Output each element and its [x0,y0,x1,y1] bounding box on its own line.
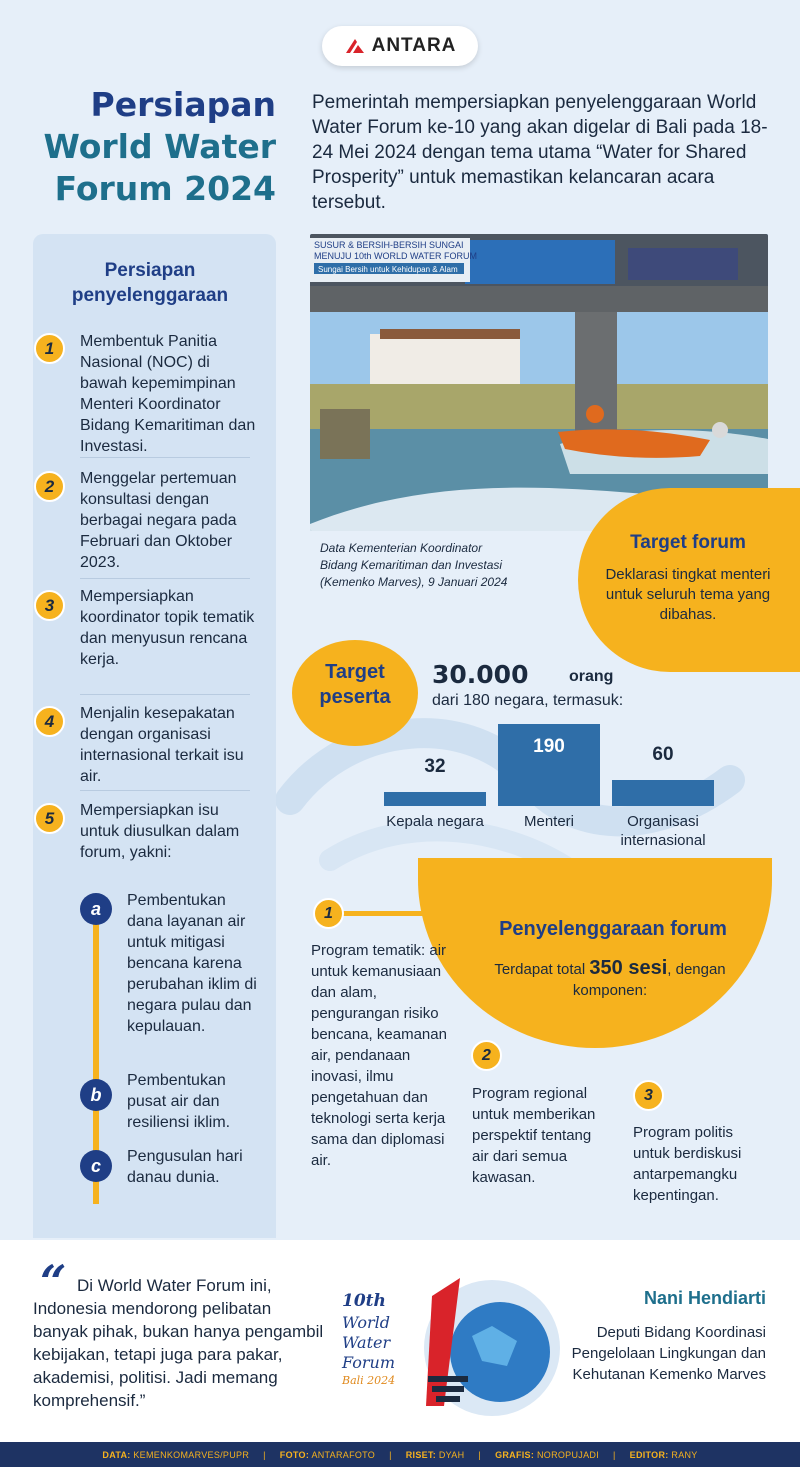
sub-letter-c: c [80,1150,112,1182]
step-text-4: Menjalin kesepakatan dengan organisasi internasional terkait isu air. [80,705,244,785]
speaker-name: Nani Hendiarti [643,1288,766,1308]
target-forum-text: Deklarasi tingkat menteri untuk seluruh tema yang dibahas. [605,566,771,623]
bar-value-1: 190 [533,736,565,757]
program-number-2: 2 [471,1040,502,1071]
intro-text: Pemerintah mempersiapkan penyelenggaraan World Water Forum ke-10 yang akan digelar di Bali pada 18-24 Mei 2024 dengan tema utama “Water for Shared Prosperity” untuk memastikan kelancaran acara tersebut. [312,92,768,213]
title-line-3: Forum 2024 [54,169,276,208]
forum-title: Penyelenggaraan forum [499,918,727,940]
wwf-logo-line-4: Forum [342,1353,395,1372]
credit-separator: | [263,1449,266,1460]
quote-text: Di World Water Forum ini, Indonesia mendorong pelibatan banyak pihak, bukan hanya pengambil kebijakan, tetapi juga para pakar, akademisi, politisi. Jadi memang komprehensif.” [33,1276,324,1410]
bar-value-2: 60 [652,744,674,765]
step-divider [80,457,250,458]
bar-label-0: Kepala negara [386,813,484,830]
credits-bar [0,1442,800,1467]
wwf-logo-line-5: Bali 2024 [342,1374,396,1387]
step-text-5: Mempersiapkan isu untuk diusulkan dalam forum, yakni: [80,802,240,861]
program-text-1: Program tematik: air untuk kemanusiaan dan alam, pengurangan risiko bencana, keamanan air, pendanaan inovasi, ilmu pengetahuan dan teknologi serta kerja sama dan diplomasi air. [311,942,447,1169]
credit-editor: EDITOR: RANY [629,1449,698,1460]
participant-unit: orang [569,668,614,685]
forum-shape [418,858,772,1048]
target-peserta-label: Target peserta [319,661,391,708]
step-number-2: 2 [34,471,65,502]
wwf-logo-line-1: 10th [342,1291,386,1311]
step-number-1: 1 [34,333,65,364]
sub-letter-b: b [80,1079,112,1111]
sub-text-c: Pengusulan hari danau dunia. [127,1148,243,1186]
step-text-1: Membentuk Panitia Nasional (NOC) di bawah kepemimpinan Menteri Koordinator Bidang Kemaritiman dan Investasi. [80,333,256,455]
participant-sub: dari 180 negara, termasuk: [432,692,624,709]
step-number-3: 3 [34,590,65,621]
quote-mark-icon: “ [40,1255,67,1309]
preparation-heading: Persiapan penyelenggaraan [71,260,229,306]
credit-grafis: GRAFIS: NOROPUJADI [495,1449,599,1460]
step-text-2: Menggelar pertemuan konsultasi dengan berbagai negara pada Februari dan Oktober 2023. [80,470,237,571]
step-number-4: 4 [34,706,65,737]
bar-2 [612,780,714,806]
step-divider [80,578,250,579]
river-photo [310,234,768,531]
forum-text-before: Terdapat total [494,961,586,978]
page-title [30,84,276,210]
credit-data: DATA: KEMENKOMARVES/PUPR [102,1449,250,1460]
river-scene [310,234,768,531]
bar-label-1: Menteri [523,813,575,830]
brand-name: ANTARA [371,35,457,56]
credit-separator: | [613,1449,616,1460]
title-line-2: World Water [43,127,276,166]
step-divider [80,694,250,695]
program-number-1: 1 [313,898,344,929]
credit-separator: | [478,1449,482,1460]
sub-letter-a: a [80,893,112,925]
world-water-forum-logo [332,1256,568,1432]
banner-line-2: MENUJU 10th WORLD WATER FORUM [314,251,478,261]
credit-riset: RISET: DYAH [405,1449,465,1460]
sub-text-a: Pembentukan dana layanan air untuk mitigasi bencana karena perubahan iklim di negara pulau dan kepulauan. [127,892,257,1035]
photo-caption: Data Kementerian Koordinator Bidang Kemaritiman dan Investasi (Kemenko Marves), 9 Januari 2024 [320,541,508,589]
bar-0 [384,792,486,806]
program-text-3: Program politis untuk berdiskusi antarpemangku kepentingan. [633,1124,742,1204]
forum-text [490,958,730,1001]
target-forum-title: Target forum [630,532,746,553]
credit-foto: FOTO: ANTARAFOTO [279,1449,376,1460]
banner-line-3: Sungai Bersih untuk Kehidupan & Alam [318,265,458,274]
antara-logo [322,26,478,66]
forum-connector [330,911,480,916]
program-text-2: Program regional untuk memberikan perspektif tentang air dari semua kawasan. [472,1085,596,1186]
bar-value-0: 32 [424,756,446,777]
sub-text-b: Pembentukan pusat air dan resiliensi iklim. [127,1072,231,1131]
speaker-role: Deputi Bidang Koordinasi Pengelolaan Lingkungan dan Kehutanan Kemenko Marves [571,1324,766,1383]
title-line-1: Persiapan [90,85,276,124]
wwf-logo-line-3: Water [342,1333,391,1352]
forum-sessions: 350 sesi [589,957,668,979]
step-divider [80,790,250,791]
credit-separator: | [389,1449,392,1460]
wwf-logo-line-2: World [342,1313,390,1332]
step-text-3: Mempersiapkan koordinator topik tematik dan menyusun rencana kerja. [80,588,255,668]
antara-mark-icon [344,37,366,55]
step-number-5: 5 [34,803,65,834]
program-number-3: 3 [633,1080,664,1111]
participant-total: 30.000 [432,660,529,689]
bar-label-2: Organisasi internasional [620,813,706,849]
banner-line-1: SUSUR & BERSIH-BERSIH SUNGAI [314,240,464,250]
forum-text-after: , dengan komponen: [572,961,726,999]
